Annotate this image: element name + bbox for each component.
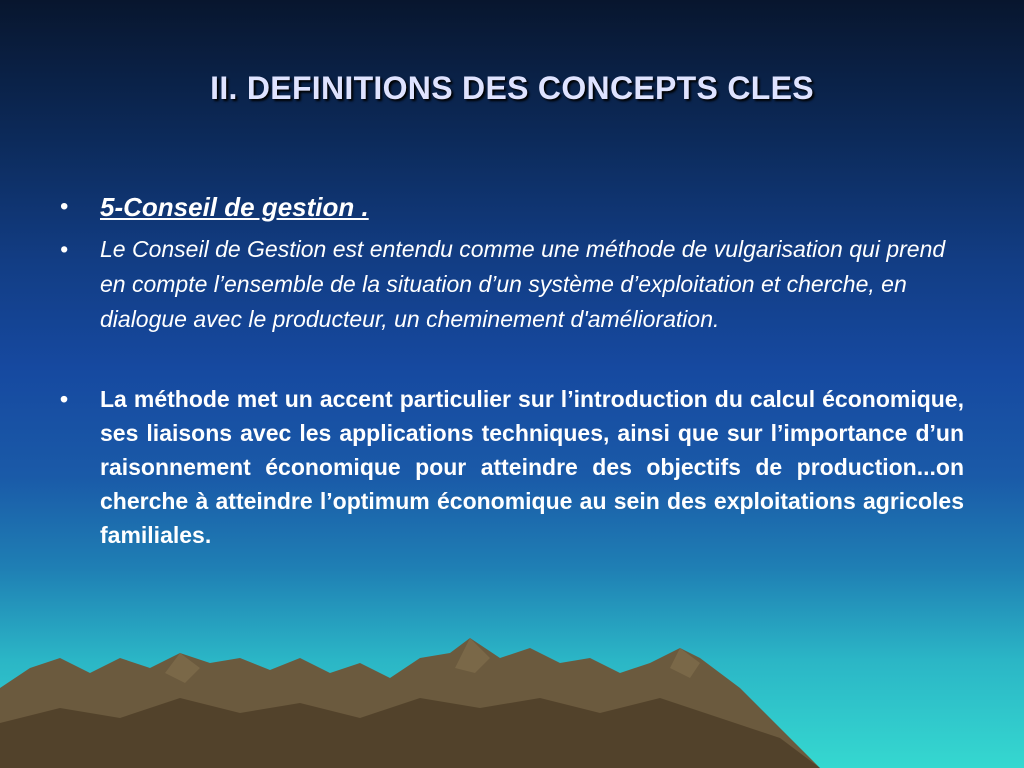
bullet-method <box>60 382 964 552</box>
definition-text: Le Conseil de Gestion est entendu comme une méthode de vulgarisation qui prend en compte l’ensemble de la situation d’un système d’exploitation et cherche, en dialogue avec le producteur, un cheminement d'amélioration. <box>100 236 946 332</box>
section-heading: 5-Conseil de gestion . <box>100 192 369 222</box>
bullet-definition <box>60 232 964 337</box>
bullet-heading <box>60 190 964 226</box>
method-text: La méthode met un accent particulier sur l’introduction du calcul économique, ses liaisons avec les applications techniques, ainsi que sur l’importance d’un raisonnement économique pour atteindre des objectifs de production...on cherche à atteindre l’optimum économique au sein des exploitations agricoles familiales. <box>100 386 964 548</box>
bullet-marker: • <box>60 236 69 262</box>
slide-title: II. DEFINITIONS DES CONCEPTS CLES <box>210 70 814 106</box>
slide-content <box>60 190 964 552</box>
mountain-landscape <box>0 628 1024 768</box>
bullet-marker: • <box>60 193 69 220</box>
bullet-marker: • <box>60 386 69 412</box>
